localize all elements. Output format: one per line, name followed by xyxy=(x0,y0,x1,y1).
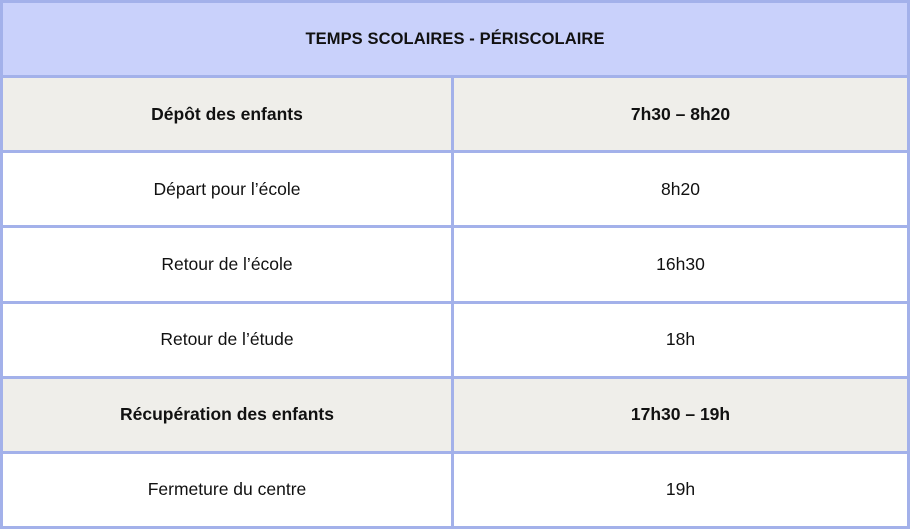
table-row xyxy=(3,153,907,225)
table-row xyxy=(3,78,907,150)
table-row xyxy=(3,304,907,376)
row-time: 19h xyxy=(454,454,907,526)
row-label: Retour de l’école xyxy=(3,228,451,300)
row-time: 18h xyxy=(454,304,907,376)
table-row xyxy=(3,228,907,300)
table-body xyxy=(3,78,907,526)
row-label: Départ pour l’école xyxy=(3,153,451,225)
row-label: Dépôt des enfants xyxy=(3,78,451,150)
row-label: Fermeture du centre xyxy=(3,454,451,526)
table-row xyxy=(3,454,907,526)
table-row xyxy=(3,379,907,451)
row-time: 7h30 – 8h20 xyxy=(454,78,907,150)
row-time: 8h20 xyxy=(454,153,907,225)
row-time: 16h30 xyxy=(454,228,907,300)
row-label: Récupération des enfants xyxy=(3,379,451,451)
table-title: TEMPS SCOLAIRES - PÉRISCOLAIRE xyxy=(3,3,907,75)
row-time: 17h30 – 19h xyxy=(454,379,907,451)
row-label: Retour de l’étude xyxy=(3,304,451,376)
